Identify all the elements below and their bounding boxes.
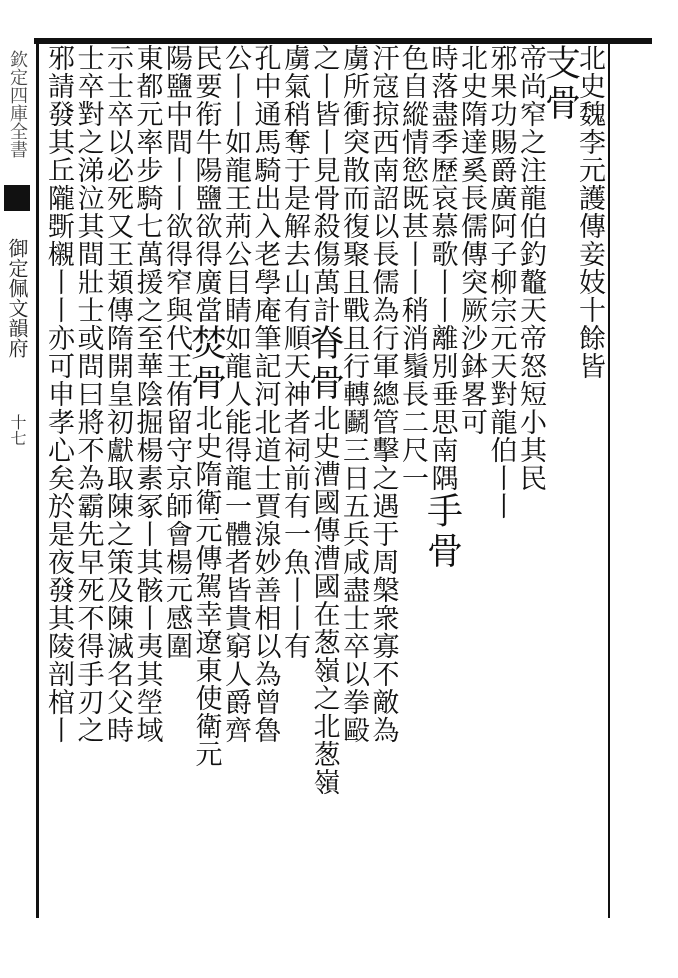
text-column xyxy=(185,44,227,914)
text-column xyxy=(303,44,345,914)
text-run: 民要衔牛陽鹽欲得廣當 xyxy=(190,44,222,324)
fishtail-mark xyxy=(4,185,30,211)
left-border-rule xyxy=(36,38,39,918)
margin-page-number: 十七 xyxy=(8,414,27,446)
text-run: 公丨丨如龍王荊公目睛如龍人能得龍一體者皆貴窮人爵齊 xyxy=(220,44,251,744)
text-run: 虜氣稍奪于是解去 xyxy=(279,44,310,268)
text-run: 陽鹽中間丨丨欲得窄 xyxy=(161,44,192,296)
text-run: 東都元率步騎七萬援之至華陰掘楊素冢丨其骸丨夷其塋域 xyxy=(131,44,163,744)
text-column xyxy=(339,44,369,914)
text-run: 北史魏李元護 xyxy=(574,44,605,212)
text-column xyxy=(280,44,310,914)
text-run: 帝尚窄之注龍伯釣鼇天帝怒短小其民 xyxy=(515,44,546,492)
margin-book-title: 御定佩文韻府 xyxy=(5,238,29,358)
right-border-rule xyxy=(608,38,610,918)
text-column xyxy=(575,44,605,914)
text-run: 北史隋衛元傳駕幸遼東使衛元 xyxy=(190,404,222,768)
headword: 支骨 xyxy=(539,44,581,124)
text-column xyxy=(486,44,516,914)
text-column xyxy=(457,44,487,914)
text-column xyxy=(539,44,581,914)
text-column xyxy=(398,44,428,914)
text-column xyxy=(44,44,74,914)
headword: 焚骨 xyxy=(185,324,227,404)
text-run: 孔中通馬騎出入老學庵筆記河北道士賈湶妙善相以為曾魯 xyxy=(249,44,281,744)
text-run: 山有順天神者祠前有一魚丨丨有 xyxy=(279,268,310,660)
text-column xyxy=(516,44,546,914)
text-column xyxy=(162,44,192,914)
text-column xyxy=(421,44,463,914)
text-run: 士卒對之涕泣其間壯士或問曰將不為霸先早死不得手刃之 xyxy=(72,44,104,744)
text-column xyxy=(73,44,103,914)
text-run: 邪果功賜爵廣阿子柳宗元天對龍伯丨丨 xyxy=(485,44,517,520)
text-run: 虜所衝突散而復聚且戰且行轉鬬三日五兵咸盡士卒以拳毆 xyxy=(338,44,369,744)
margin-series-title: 欽定四庫全書 xyxy=(7,50,28,158)
headword: 脊骨 xyxy=(303,324,345,404)
text-column xyxy=(221,44,251,914)
text-run: 示士卒以必死又王頍傳隋開皇初獻取陳之策及陳滅名父時 xyxy=(102,44,133,744)
text-run: 與代王侑留守京師會楊元感圍 xyxy=(161,296,192,660)
headword: 手骨 xyxy=(421,492,463,572)
text-run: 時落盡季歷哀慕歌丨丨離別垂思南隅 xyxy=(426,44,458,492)
text-run: 傳突厥沙鉢畧可 xyxy=(456,240,487,436)
text-column xyxy=(250,44,280,914)
text-run: 色自縱情慾既甚丨丨稍消鬚長二尺一 xyxy=(397,44,428,492)
text-column xyxy=(132,44,162,914)
text-run: 邪請發其丘隴斲櫬丨丨亦可申孝心矣於是夜發其陵剖棺丨 xyxy=(43,44,74,744)
text-run: 傳妾妓十餘皆 xyxy=(574,212,605,380)
text-run: 北史隋達奚長儒 xyxy=(456,44,487,240)
text-column xyxy=(368,44,398,914)
text-run: 北史漕國傳漕國在葱嶺之北葱嶺 xyxy=(308,404,340,796)
text-column xyxy=(103,44,133,914)
text-run: 之丨皆丨見骨殺傷萬計 xyxy=(308,44,340,324)
text-run: 汗寇掠西南詔以長儒為行軍總管擊之遇于周槃衆寡不敵為 xyxy=(367,44,399,744)
margin-strip xyxy=(0,50,34,910)
